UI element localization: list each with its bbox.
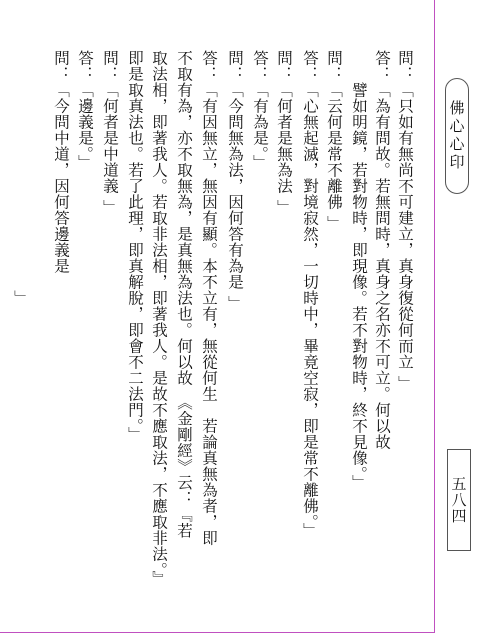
text-column: 答：「心無起滅，對境寂然，一切時中，畢竟空寂，即是常不離佛。」 — [301, 50, 319, 539]
page-number-box — [447, 449, 471, 551]
text-column: 不取有為，亦不取無為，是真無為法也。何以故 《金剛經》云：『若 — [175, 50, 193, 539]
book-title: 佛心心印 — [447, 100, 466, 172]
text-column: 譬如明鏡，若對物時，即現像。若不對物時，終不見像。」 — [350, 50, 368, 491]
text-column: 」 — [12, 50, 30, 306]
text-column: 取法相，即著我人。若取非法相，即著我人。是故不應取法，不應取非法。』 — [150, 50, 168, 587]
page-number: 五八四 — [449, 476, 468, 524]
text-column: 問：「今問中道，因何答邊義是 — [52, 50, 70, 274]
book-title-box — [445, 78, 469, 194]
text-column: 答：「邊義是。」 — [76, 50, 94, 171]
text-column: 即是取真法也。若了此理，即真解脫，即會不二法門。」 — [126, 50, 144, 443]
text-column: 問：「只如有無尚不可建立，真身復從何而立 」 — [396, 50, 414, 392]
text-column: 問：「何者是中道義 」 — [101, 50, 119, 216]
text-column: 答：「有因無立，無因有顯。本不立有，無從何生 若論真無為者，即 — [200, 50, 218, 546]
text-column: 問：「云何是常不離佛 」 — [325, 50, 343, 232]
text-column: 答：「有為是。」 — [251, 50, 269, 171]
text-column: 問：「何者是無為法 」 — [275, 50, 293, 216]
text-column: 答：「為有問故。若無問時，真身之名亦不可立。何以故 — [373, 50, 391, 450]
text-column: 問：「今問無為法，因何答有為是 」 — [226, 50, 244, 312]
